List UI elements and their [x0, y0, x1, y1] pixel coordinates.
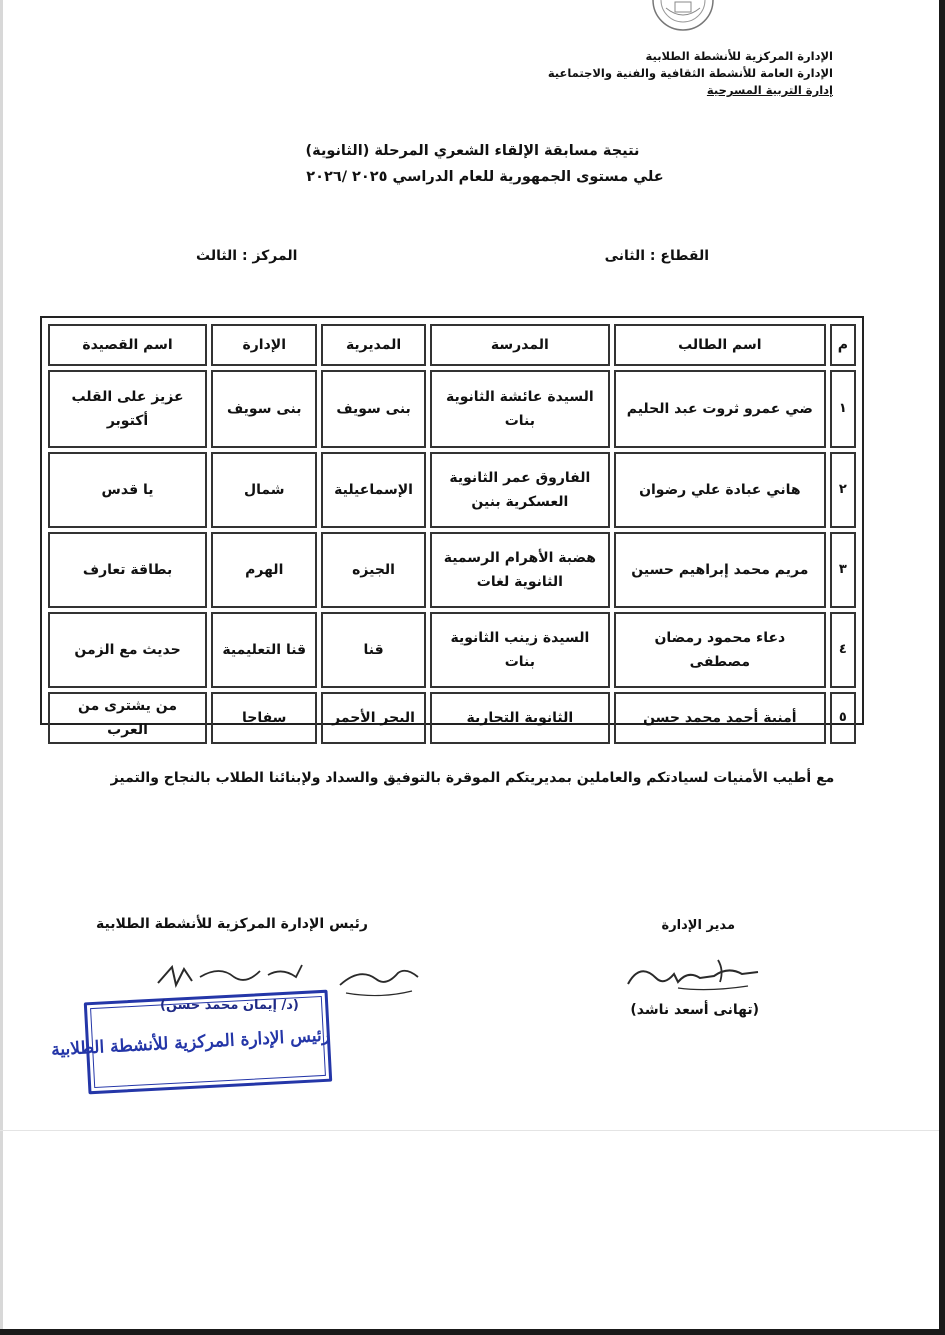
- closing-wishes: مع أطيب الأمنيات لسيادتكم والعاملين بمديريتكم الموقرة بالتوفيق والسداد ولإبنائنا الطلاب بالنجاح والتميز: [110, 770, 835, 786]
- table-header-row: [48, 324, 856, 366]
- directorate-name: قنا: [321, 612, 425, 688]
- row-index: ٤: [830, 612, 856, 688]
- fold-line: [0, 1130, 939, 1131]
- school-name: الثانوية التجارية: [430, 692, 610, 744]
- central-head-title: رئيس الإدارة المركزية للأنشطة الطلابية: [96, 916, 368, 932]
- header-school: المدرسة: [430, 324, 610, 366]
- header-poem-name: اسم القصيدة: [48, 324, 207, 366]
- title-line-2: علي مستوى الجمهورية للعام الدراسي ٢٠٢٥ /٢٠٢٦: [306, 169, 664, 185]
- row-index: ٣: [830, 532, 856, 608]
- row-index: ٢: [830, 452, 856, 528]
- header-directorate: المديرية: [321, 324, 425, 366]
- administration-name: الهرم: [211, 532, 317, 608]
- table-row: [48, 370, 856, 448]
- header-line-3: إدارة التربية المسرحية: [706, 83, 833, 97]
- school-name: السيدة عائشة الثانوية بنات: [430, 370, 610, 448]
- header-administration: الإدارة: [211, 324, 317, 366]
- student-name: ضي عمرو ثروت عبد الحليم: [614, 370, 826, 448]
- page-bottom-edge: [0, 1329, 945, 1335]
- school-name: الفاروق عمر الثانوية العسكرية بنين: [430, 452, 610, 528]
- directorate-name: البحر الأحمر: [321, 692, 425, 744]
- sector-label: القطاع : الثانى: [604, 248, 709, 264]
- manager-signature: [618, 952, 768, 997]
- stamp-text: رئيس الإدارة المركزية للأنشطة الطلابية: [50, 1025, 331, 1061]
- row-index: ٥: [830, 692, 856, 744]
- row-index: ١: [830, 370, 856, 448]
- poem-name: بطاقة تعارف: [48, 532, 207, 608]
- school-name: السيدة زينب الثانوية بنات: [430, 612, 610, 688]
- student-name: هاني عبادة علي رضوان: [614, 452, 826, 528]
- page-left-edge: [0, 0, 3, 1335]
- central-head-name: (د/ إيمان محمد حسن): [160, 998, 299, 1013]
- ministry-logo: [650, 0, 716, 40]
- poem-name: من يشترى من العرب: [48, 692, 207, 744]
- student-name: دعاء محمود رمضان مصطفى: [614, 612, 826, 688]
- header-student-name: اسم الطالب: [614, 324, 826, 366]
- header-line-1: الإدارة المركزية للأنشطة الطلابية: [645, 49, 833, 63]
- rank-label: المركز : الثالث: [196, 248, 298, 264]
- issuing-department-header: [413, 48, 833, 99]
- manager-name: (تهانى أسعد ناشد): [630, 1002, 759, 1018]
- directorate-name: الإسماعيلية: [321, 452, 425, 528]
- poem-name: حديث مع الزمن: [48, 612, 207, 688]
- administration-name: شمال: [211, 452, 317, 528]
- school-name: هضبة الأهرام الرسمية الثانوية لغات: [430, 532, 610, 608]
- header-line-2: الإدارة العامة للأنشطة الثقافية والفنية والاجتماعية: [547, 66, 833, 80]
- header-index: م: [830, 324, 856, 366]
- administration-name: قنا التعليمية: [211, 612, 317, 688]
- poem-name: يا قدس: [48, 452, 207, 528]
- document-title: [0, 138, 945, 190]
- directorate-name: الجيزه: [321, 532, 425, 608]
- title-line-1: نتيجة مسابقة الإلقاء الشعري المرحلة (الثانوية): [305, 143, 640, 159]
- results-table-frame: [40, 316, 864, 738]
- results-table: [44, 320, 860, 748]
- student-name: أمنية أحمد محمد حسن: [614, 692, 826, 744]
- table-row: [48, 452, 856, 528]
- poem-name: عزيز على القلب أكتوبر: [48, 370, 207, 448]
- administration-name: سفاجا: [211, 692, 317, 744]
- student-name: مريم محمد إبراهيم حسين: [614, 532, 826, 608]
- page-right-edge: [939, 0, 945, 1335]
- directorate-name: بنى سويف: [321, 370, 425, 448]
- table-row: [48, 532, 856, 608]
- manager-title: مدير الإدارة: [661, 918, 735, 933]
- table-row: [48, 692, 856, 744]
- administration-name: بنى سويف: [211, 370, 317, 448]
- table-row: [48, 612, 856, 688]
